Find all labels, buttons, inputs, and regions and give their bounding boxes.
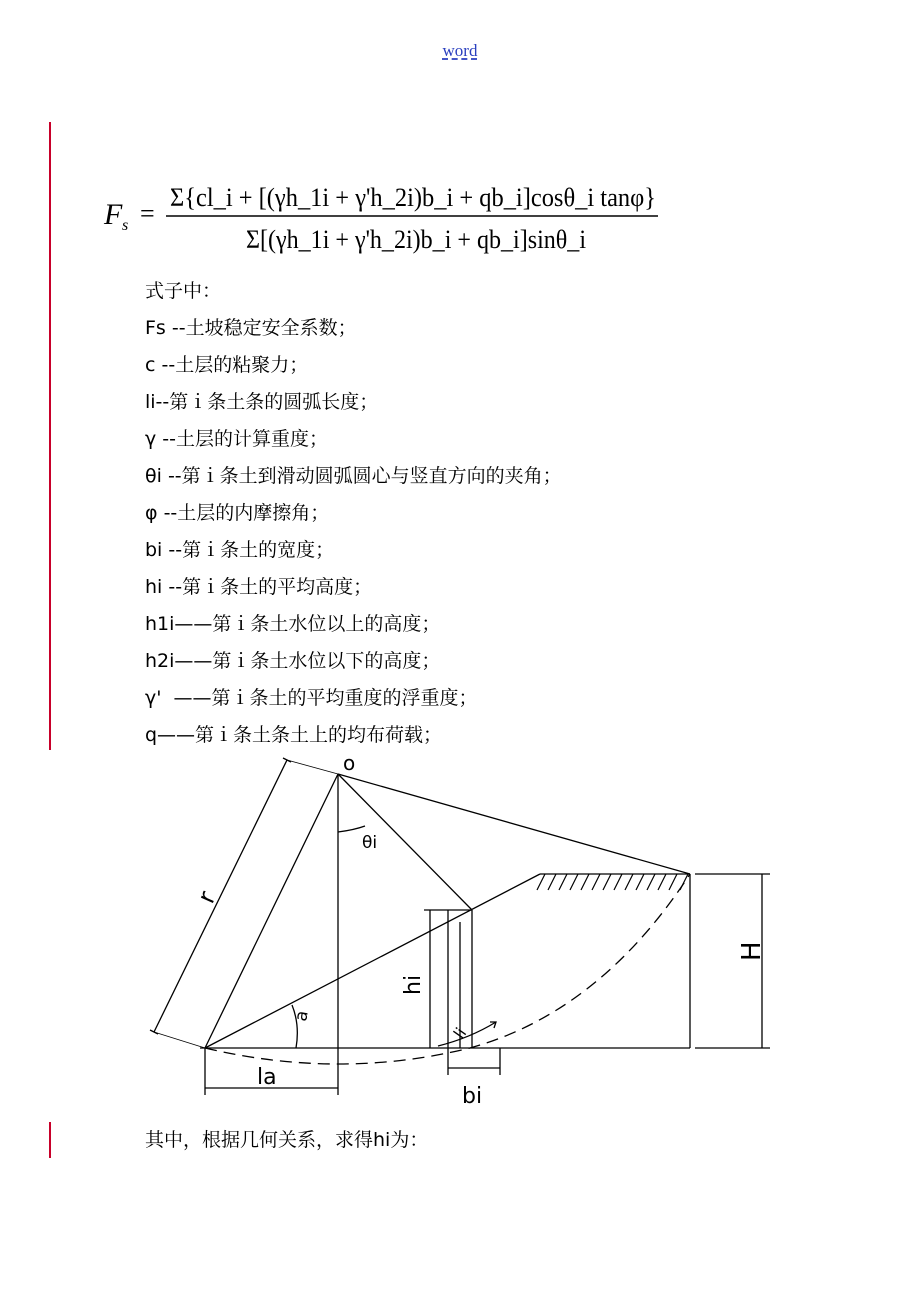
formula-denominator: Σ[(γh_1i + γ'h_2i)b_i + qb_i]sinθ_i <box>246 225 586 254</box>
formula-lhs: F <box>104 198 123 231</box>
legend-item: h2i——第ｉ条土水位以下的高度； <box>145 650 441 672</box>
legend-item: φ --土层的内摩擦角； <box>145 502 330 524</box>
ground-hatch <box>537 874 688 890</box>
formula-equals: = <box>140 199 155 228</box>
label-li: li <box>449 1024 471 1043</box>
radius-line-right <box>338 774 690 874</box>
label-center-o: o <box>343 751 356 775</box>
legend-item: li--第ｉ条土条的圆弧长度； <box>145 391 379 413</box>
r-dimension-line <box>154 760 287 1032</box>
legend-item: c --土层的粘聚力； <box>145 354 309 376</box>
legend-item: bi --第ｉ条土的宽度； <box>145 539 335 561</box>
legend-item: Fs --土坡稳定安全系数； <box>145 317 357 339</box>
theta-arc <box>338 826 365 832</box>
radius-to-slice <box>338 774 472 910</box>
legend-item: θi --第ｉ条土到滑动圆弧圆心与竖直方向的夹角； <box>145 465 562 487</box>
label-la: la <box>257 1065 277 1090</box>
legend-item: γ' ——第ｉ条土的平均重度的浮重度； <box>145 687 478 709</box>
label-angle-a: a <box>291 1009 313 1023</box>
label-height-H: H <box>737 941 767 961</box>
legend-intro: 式子中： <box>145 280 222 302</box>
slope-face <box>205 874 540 1048</box>
label-bi: bi <box>462 1084 483 1109</box>
label-radius-r: r <box>191 887 222 908</box>
legend-item: γ --土层的计算重度； <box>145 428 328 450</box>
formula-numerator: Σ{cl_i + [(γh_1i + γ'h_2i)b_i + qb_i]cosθ_i tanφ} <box>170 183 656 212</box>
slope-stability-diagram <box>140 750 780 1120</box>
legend-item: h1i——第ｉ条土水位以上的高度； <box>145 613 441 635</box>
formula-lhs-sub: s <box>122 217 129 234</box>
legend-item: hi --第ｉ条土的平均高度； <box>145 576 373 598</box>
margin-revision-bar <box>49 1122 51 1158</box>
header-word-link[interactable]: word <box>442 41 478 60</box>
radius-line-left <box>205 774 338 1048</box>
safety-factor-formula <box>100 160 680 260</box>
legend-item: q——第ｉ条土条土上的均布荷载； <box>145 724 443 746</box>
margin-revision-bar <box>49 122 51 750</box>
label-hi: hi <box>401 974 426 995</box>
label-theta-i: θi <box>362 833 378 853</box>
footer-text: 其中，根据几何关系，求得hi为： <box>145 1129 429 1151</box>
